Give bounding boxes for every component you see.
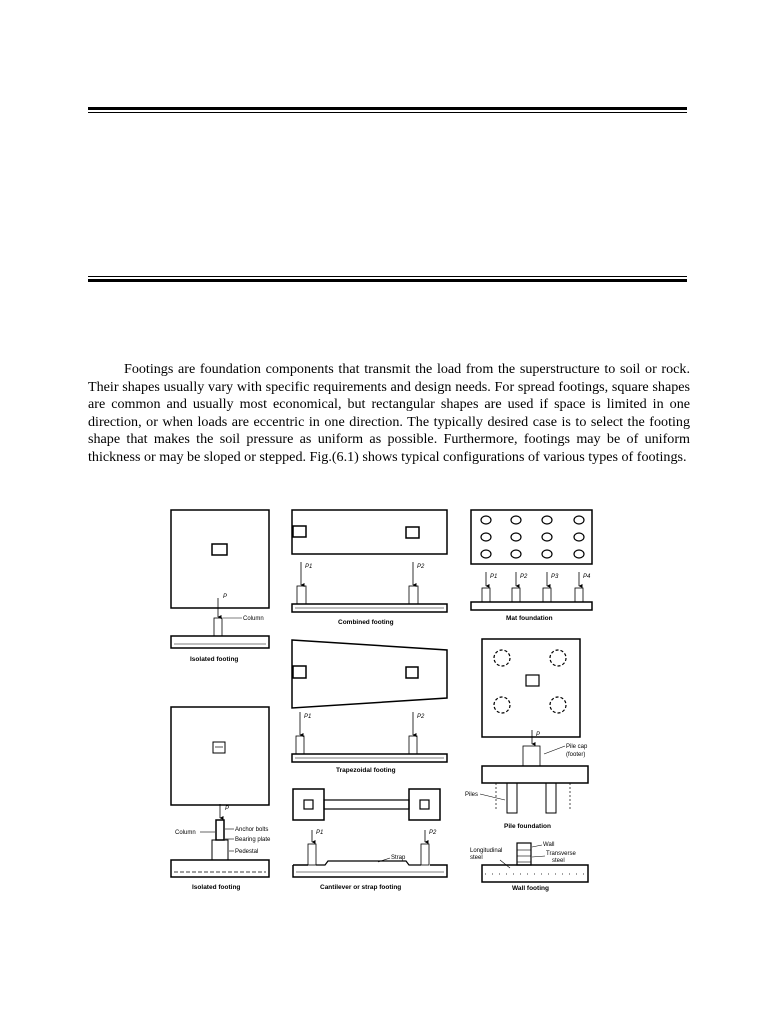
load-label-pedestal: P [225, 806, 230, 812]
load-label-isolated: P [223, 594, 228, 600]
bearing-plate-label: Bearing plate [235, 837, 271, 843]
strap-footing-plan [293, 789, 440, 820]
load-label-strap-p1: P1 [316, 830, 324, 836]
mat-foundation-plan [471, 510, 592, 564]
longitudinal-steel-label-2: steel [470, 855, 483, 861]
footing-types-figure [160, 500, 610, 900]
caption-wall-footing: Wall footing [512, 885, 549, 892]
load-label-combined-p2: P2 [417, 564, 425, 570]
combined-footing-plan [292, 510, 447, 554]
caption-mat-foundation: Mat foundation [506, 615, 553, 622]
pedestal-footing-plan [171, 707, 269, 805]
load-label-mat-p4: P4 [583, 574, 591, 580]
load-label-pile: P [536, 732, 541, 738]
load-label-mat-p3: P3 [551, 574, 559, 580]
header-rule-bottom-thick [88, 279, 687, 282]
caption-isolated-footing: Isolated footing [190, 656, 239, 663]
isolated-footing-section [171, 598, 269, 648]
caption-strap-footing: Cantilever or strap footing [320, 884, 402, 891]
header-rule-top-thick [88, 107, 687, 110]
pile-foundation-section [480, 730, 588, 813]
pedestal-label: Pedestal [235, 849, 259, 855]
strap-label: Strap [391, 855, 406, 861]
pile-cap-label: Pile cap [566, 744, 588, 750]
column-label-2: Column [175, 830, 196, 836]
piles-label: Piles [465, 792, 479, 798]
wall-label: Wall [543, 842, 555, 848]
load-label-combined-p1: P1 [305, 564, 313, 570]
anchor-bolts-label: Anchor bolts [235, 827, 269, 833]
caption-isolated-footing-2: Isolated footing [192, 884, 241, 891]
load-label-trap-p2: P2 [417, 714, 425, 720]
header-rule-bottom-thin [88, 276, 687, 277]
caption-combined-footing: Combined footing [338, 619, 394, 626]
pile-cap-footer-label: (footer) [566, 752, 586, 758]
load-label-mat-p2: P2 [520, 574, 528, 580]
pile-foundation-plan [482, 639, 580, 737]
load-label-strap-p2: P2 [429, 830, 437, 836]
strap-footing-section [293, 830, 447, 877]
load-label-mat-p1: P1 [490, 574, 498, 580]
transverse-steel-label-2: steel [552, 858, 565, 864]
header-rule-top-thin [88, 112, 687, 113]
caption-trapezoidal-footing: Trapezoidal footing [336, 767, 396, 774]
transverse-steel-label-1: Transverse [546, 851, 576, 857]
body-paragraph: Footings are foundation components that transmit the load from the superstructure to soil or rock. Their shapes usually vary with specific requirements and design needs. For spread footings, square shapes are common and usually most economical, but rectangular shapes are used if space is limited in one direction, or when loads are eccentric in one direction. The typically desired case is to select the footing shape that makes the soil pressure as uniform as possible. Furthermore, footings may be of uniform thickness or may be sloped or stepped. Fig.(6.1) shows typical configurations of various types of footings. [88, 361, 690, 465]
longitudinal-steel-label-1: Longitudinal [470, 848, 503, 854]
load-label-trap-p1: P1 [304, 714, 312, 720]
column-label: Column [243, 616, 264, 622]
trapezoidal-footing-plan [292, 640, 447, 708]
caption-pile-foundation: Pile foundation [504, 823, 551, 830]
isolated-footing-plan [171, 510, 269, 608]
